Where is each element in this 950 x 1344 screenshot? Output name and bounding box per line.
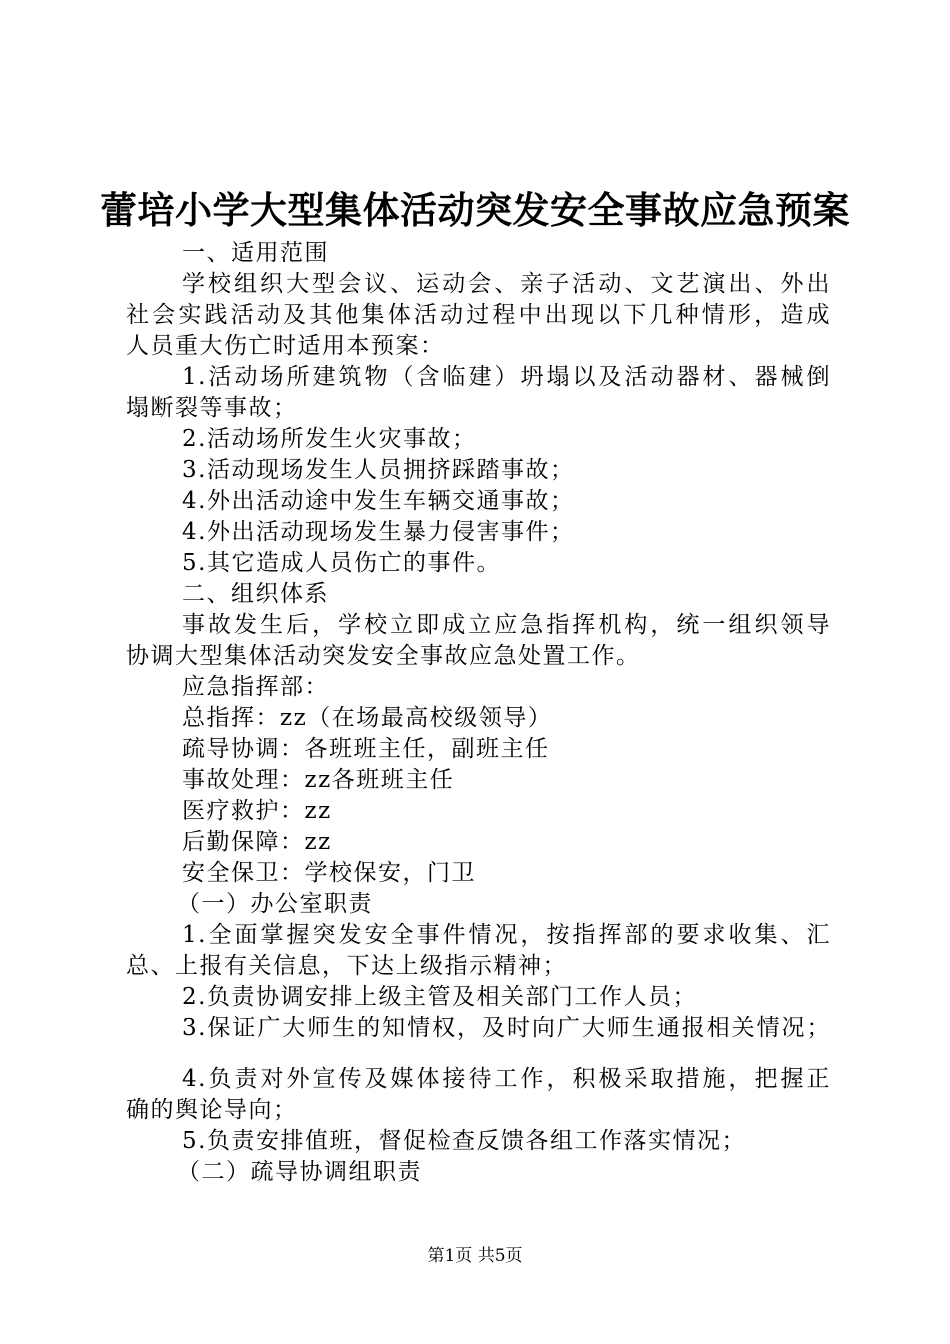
- list-item: 2.负责协调安排上级主管及相关部门工作人员；: [182, 984, 697, 1010]
- list-item: 4.外出活动现场发生暴力侵害事件；: [182, 519, 575, 545]
- role-line: 医疗救护：zz: [182, 798, 332, 824]
- role-line: 后勤保障：zz: [182, 829, 332, 855]
- document-title: 蕾培小学大型集体活动突发安全事故应急预案: [100, 188, 850, 232]
- list-item: 4.外出活动途中发生车辆交通事故；: [182, 488, 575, 514]
- role-line: 总指挥：zz（在场最高校级领导）: [182, 705, 553, 731]
- paragraph-line: 协调大型集体活动突发安全事故应急处置工作。: [126, 643, 641, 669]
- page-number-footer: 第1页 共5页: [427, 1246, 523, 1266]
- role-line: 安全保卫：学校保安，门卫: [182, 860, 476, 886]
- list-item: 5.其它造成人员伤亡的事件。: [182, 550, 501, 576]
- list-item: 塌断裂等事故；: [126, 395, 298, 421]
- list-item: 2.活动场所发生火灾事故；: [182, 426, 477, 452]
- list-item: 总、上报有关信息，下达上级指示精神；: [126, 953, 567, 979]
- paragraph-line: 事故发生后，学校立即成立应急指挥机构，统一组织领导: [182, 612, 831, 638]
- list-item: 确的舆论导向；: [126, 1097, 298, 1123]
- role-line: 疏导协调：各班班主任，副班主任: [182, 736, 550, 762]
- list-item: 1.全面掌握突发安全事件情况，按指挥部的要求收集、汇: [182, 922, 831, 948]
- list-item: 1.活动场所建筑物（含临建）坍塌以及活动器材、器械倒: [182, 364, 831, 390]
- subsection-heading: （一）办公室职责: [177, 891, 373, 917]
- list-item: 3.活动现场发生人员拥挤踩踏事故；: [182, 457, 575, 483]
- list-item: 5.负责安排值班，督促检查反馈各组工作落实情况；: [182, 1128, 746, 1154]
- paragraph-line: 应急指挥部：: [182, 674, 329, 700]
- paragraph-line: 社会实践活动及其他集体活动过程中出现以下几种情形，造成: [126, 302, 831, 328]
- list-item: 4.负责对外宣传及媒体接待工作，积极采取措施，把握正: [182, 1066, 831, 1092]
- paragraph-line: 人员重大伤亡时适用本预案：: [126, 333, 445, 359]
- section-heading: 一、适用范围: [182, 240, 329, 266]
- list-item: 3.保证广大师生的知情权，及时向广大师生通报相关情况；: [182, 1015, 831, 1041]
- subsection-heading: （二）疏导协调组职责: [177, 1159, 422, 1185]
- section-heading: 二、组织体系: [182, 581, 329, 607]
- role-line: 事故处理：zz各班班主任: [182, 767, 455, 793]
- paragraph-line: 学校组织大型会议、运动会、亲子活动、文艺演出、外出: [182, 271, 831, 297]
